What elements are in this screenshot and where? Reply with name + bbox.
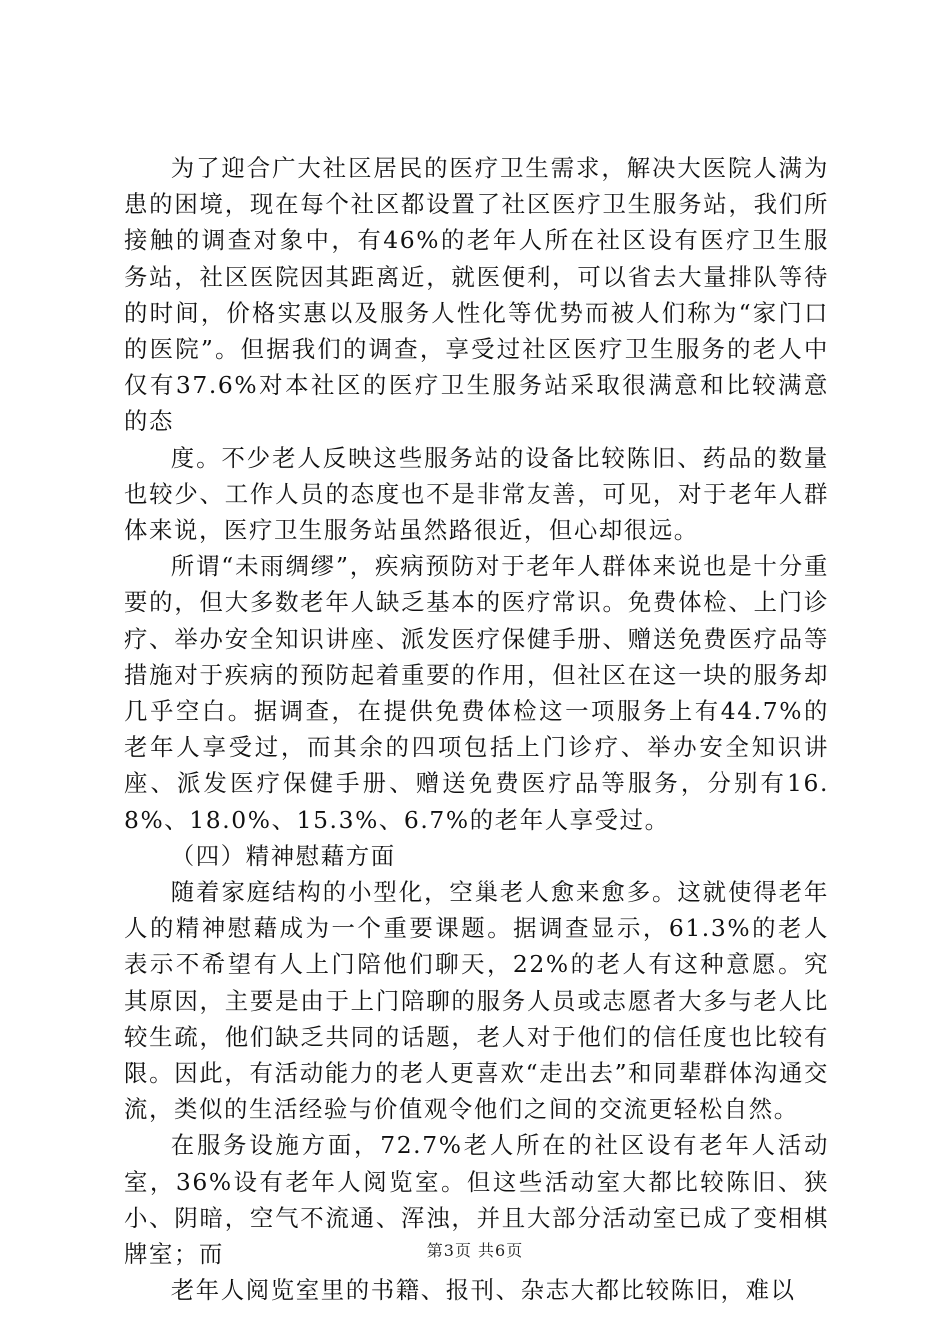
document-body [124,150,829,1309]
paragraph-empty-nest: 随着家庭结构的小型化，空巢老人愈来愈多。这就使得老年人的精神慰藉成为一个重要课题。据调查显示，61.3%的老人表示不希望有人上门陪他们聊天，22%的老人有这种意愿。究其原因，主要是由于上门陪聊的服务人员或志愿者大多与老人比较生疏，他们缺乏共同的话题，老人对于他们的信任度也比较有限。因此，有活动能力的老人更喜欢“走出去”和同辈群体沟通交流，类似的生活经验与价值观令他们之间的交流更轻松自然。 [124,878,829,1124]
paragraph-community-clinic: 为了迎合广大社区居民的医疗卫生需求，解决大医院人满为患的困境，现在每个社区都设置了社区医疗卫生服务站，我们所接触的调查对象中，有46%的老年人所在社区设有医疗卫生服务站，社区医院因其距离近，就医便利，可以省去大量排队等待的时间，价格实惠以及服务人性化等优势而被人们称为“家门口的医院”。但据我们的调查，享受过社区医疗卫生服务的老人中仅有37.6%对本社区的医疗卫生服务站采取很满意和比较满意的态 [124,154,829,436]
paragraph-reading-room: 老年人阅览室里的书籍、报刊、杂志大都比较陈旧，难以 [170,1276,796,1305]
paragraph-disease-prevention: 所谓“未雨绸缪”，疾病预防对于老年人群体来说也是十分重要的，但大多数老年人缺乏基本的医疗常识。免费体检、上门诊疗、举办安全知识讲座、派发医疗保健手册、赠送免费医疗品等措施对于疾病的预防起着重要的作用，但社区在这一块的服务却几乎空白。据调查，在提供免费体检这一项服务上有44.7%的老年人享受过，而其余的四项包括上门诊疗、举办安全知识讲座、派发医疗保健手册、赠送免费医疗品等服务，分别有16.8%、18.0%、15.3%、6.7%的老年人享受过。 [124,552,829,834]
paragraph-service-facilities: 在服务设施方面，72.7%老人所在的社区设有老年人活动室，36%设有老年人阅览室。但这些活动室大都比较陈旧、狭小、阴暗，空气不流通、浑浊，并且大部分活动室已成了变相棋牌室；而 [124,1131,829,1269]
paragraph-clinic-attitude: 度。不少老人反映这些服务站的设备比较陈旧、药品的数量也较少、工作人员的态度也不是非常友善，可见，对于老年人群体来说，医疗卫生服务站虽然路很近，但心却很远。 [124,443,829,545]
page-number-footer: 第3页 共6页 [426,1241,524,1260]
section-heading-spiritual-comfort: （四）精神慰藉方面 [170,841,396,870]
